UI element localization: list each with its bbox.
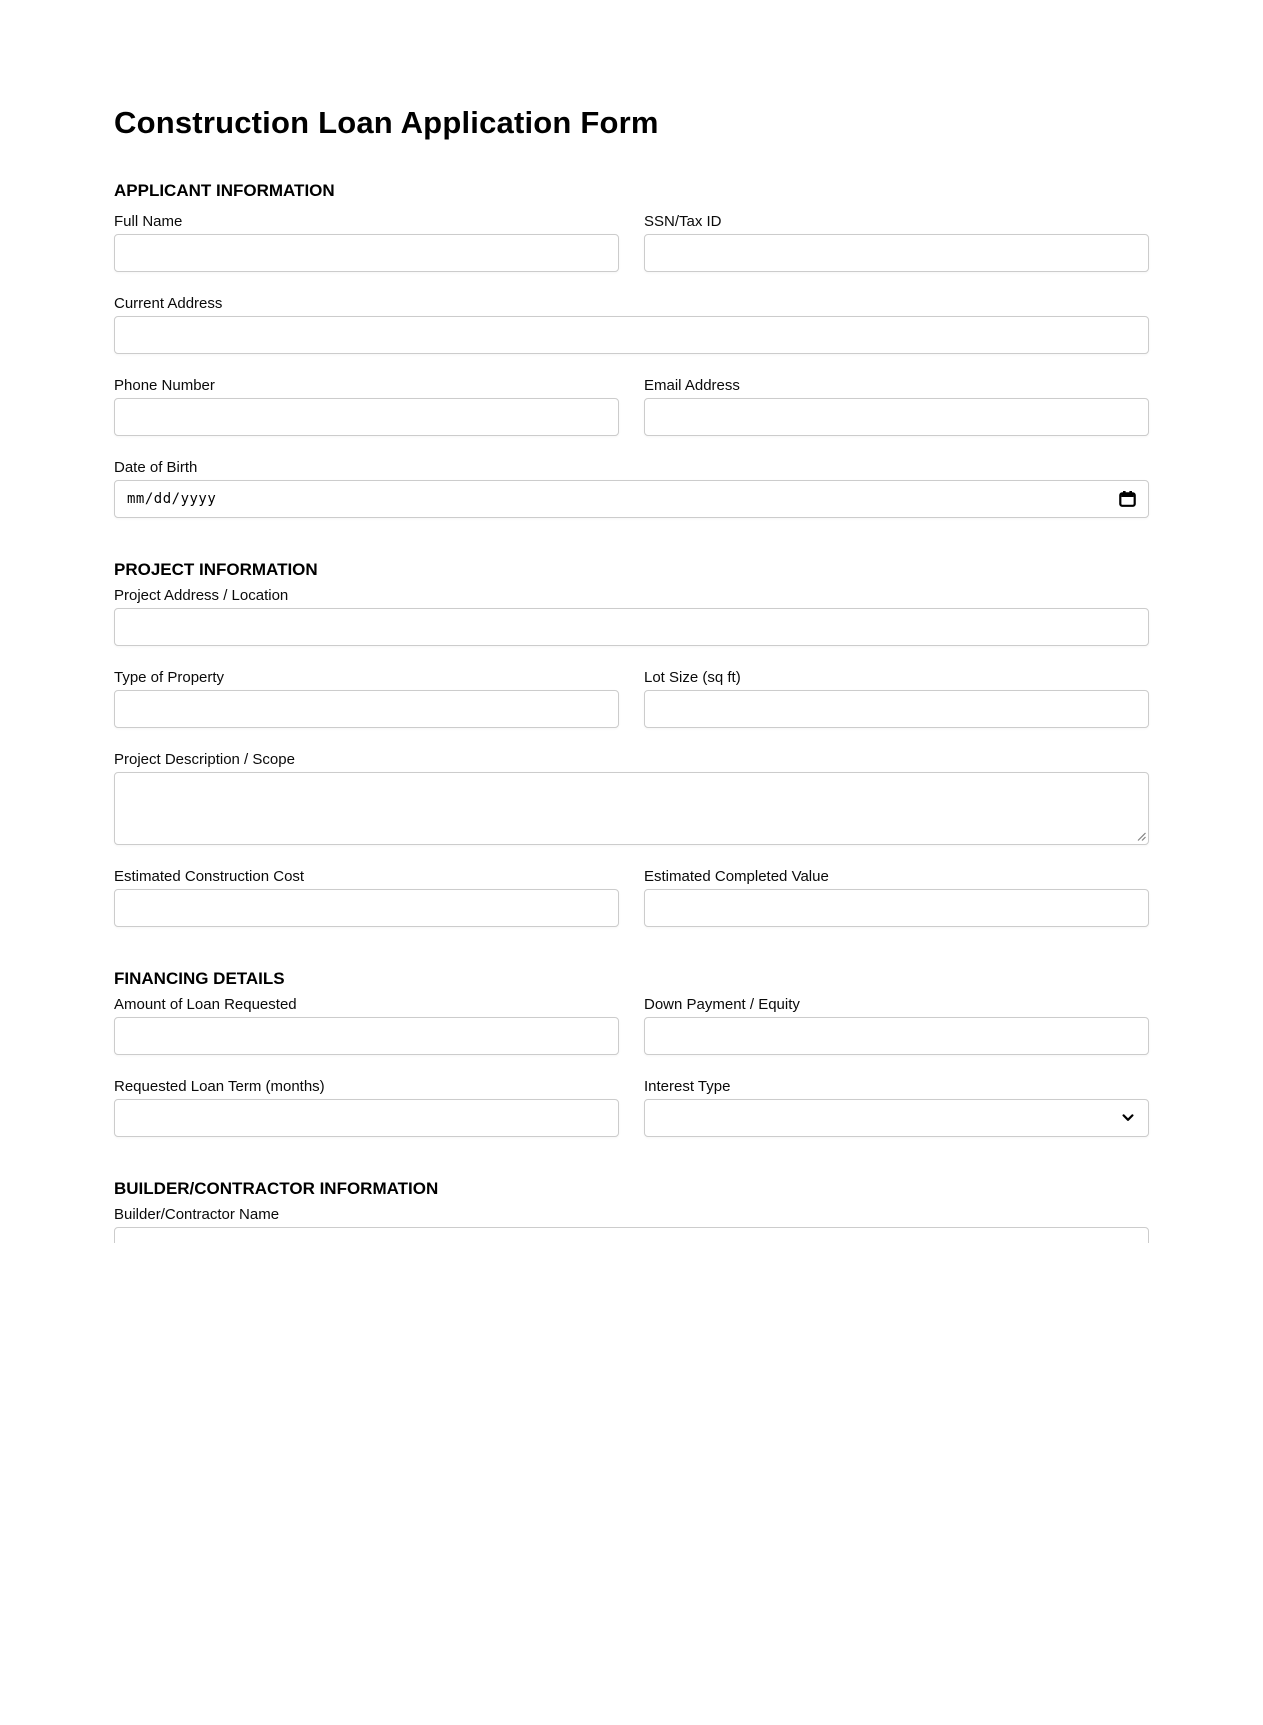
interest-type-select[interactable] [644, 1099, 1149, 1137]
project-section-heading: PROJECT INFORMATION [114, 560, 318, 579]
phone-number-input[interactable] [114, 398, 619, 436]
contractor-name-label: Builder/Contractor Name [114, 1206, 280, 1223]
financing-section-heading: FINANCING DETAILS [114, 969, 285, 988]
full-name-input[interactable] [114, 234, 619, 272]
loan-term-input[interactable] [114, 1099, 619, 1137]
full-name-label: Full Name [114, 213, 183, 230]
down-payment-input[interactable] [644, 1017, 1149, 1055]
project-description-textarea-wrap [114, 772, 1149, 845]
current-address-field [114, 295, 1149, 354]
completed-value-input[interactable] [644, 889, 1149, 927]
applicant-row-1 [114, 213, 1149, 272]
page-title: Construction Loan Application Form [114, 105, 659, 140]
calendar-icon[interactable] [1119, 491, 1136, 507]
down-payment-field [644, 996, 1149, 1055]
construction-cost-input[interactable] [114, 889, 619, 927]
section-financing-details [114, 969, 1149, 1137]
date-placeholder-text: mm/dd/yyyy [127, 491, 217, 507]
chevron-down-icon [1122, 1114, 1136, 1122]
date-of-birth-input[interactable] [114, 480, 1149, 518]
current-address-label: Current Address [114, 295, 223, 312]
completed-value-field [644, 868, 1149, 927]
loan-term-label: Requested Loan Term (months) [114, 1078, 325, 1095]
contractor-name-field [114, 1206, 1149, 1243]
builder-row-1 [114, 1206, 1149, 1243]
date-of-birth-label: Date of Birth [114, 459, 198, 476]
applicant-section-heading: APPLICANT INFORMATION [114, 181, 335, 200]
property-type-field [114, 669, 619, 728]
lot-size-field [644, 669, 1149, 728]
project-address-field [114, 587, 1149, 646]
project-row-3 [114, 751, 1149, 845]
loan-amount-label: Amount of Loan Requested [114, 996, 297, 1013]
contractor-name-input-clip [114, 1227, 1149, 1243]
current-address-input[interactable] [114, 316, 1149, 354]
loan-amount-field [114, 996, 619, 1055]
builder-section-heading: BUILDER/CONTRACTOR INFORMATION [114, 1179, 439, 1198]
property-type-input[interactable] [114, 690, 619, 728]
lot-size-input[interactable] [644, 690, 1149, 728]
loan-amount-input[interactable] [114, 1017, 619, 1055]
loan-term-field [114, 1078, 619, 1137]
ssn-tax-id-field [644, 213, 1149, 272]
applicant-row-3 [114, 377, 1149, 436]
full-name-field [114, 213, 619, 272]
project-row-2 [114, 669, 1149, 728]
property-type-label: Type of Property [114, 669, 225, 686]
construction-loan-form-page [114, 0, 1149, 1243]
ssn-tax-id-label: SSN/Tax ID [644, 213, 722, 230]
interest-type-field [644, 1078, 1149, 1137]
email-address-input[interactable] [644, 398, 1149, 436]
section-applicant-information [114, 181, 1149, 518]
lot-size-label: Lot Size (sq ft) [644, 669, 741, 686]
project-address-input[interactable] [114, 608, 1149, 646]
project-description-field [114, 751, 1149, 845]
project-row-4 [114, 868, 1149, 927]
applicant-row-2 [114, 295, 1149, 354]
section-project-information [114, 560, 1149, 927]
phone-number-field [114, 377, 619, 436]
down-payment-label: Down Payment / Equity [644, 996, 800, 1013]
interest-type-label: Interest Type [644, 1078, 731, 1095]
date-of-birth-field [114, 459, 1149, 518]
contractor-name-input[interactable] [114, 1227, 1149, 1243]
financing-row-1 [114, 996, 1149, 1055]
project-description-textarea[interactable] [114, 772, 1149, 845]
construction-cost-label: Estimated Construction Cost [114, 868, 305, 885]
email-address-label: Email Address [644, 377, 740, 394]
project-description-label: Project Description / Scope [114, 751, 295, 768]
project-row-1 [114, 587, 1149, 646]
section-builder-contractor-information [114, 1179, 1149, 1243]
email-address-field [644, 377, 1149, 436]
project-address-label: Project Address / Location [114, 587, 289, 604]
ssn-tax-id-input[interactable] [644, 234, 1149, 272]
completed-value-label: Estimated Completed Value [644, 868, 829, 885]
phone-number-label: Phone Number [114, 377, 215, 394]
financing-row-2 [114, 1078, 1149, 1137]
construction-cost-field [114, 868, 619, 927]
applicant-row-4 [114, 459, 1149, 518]
